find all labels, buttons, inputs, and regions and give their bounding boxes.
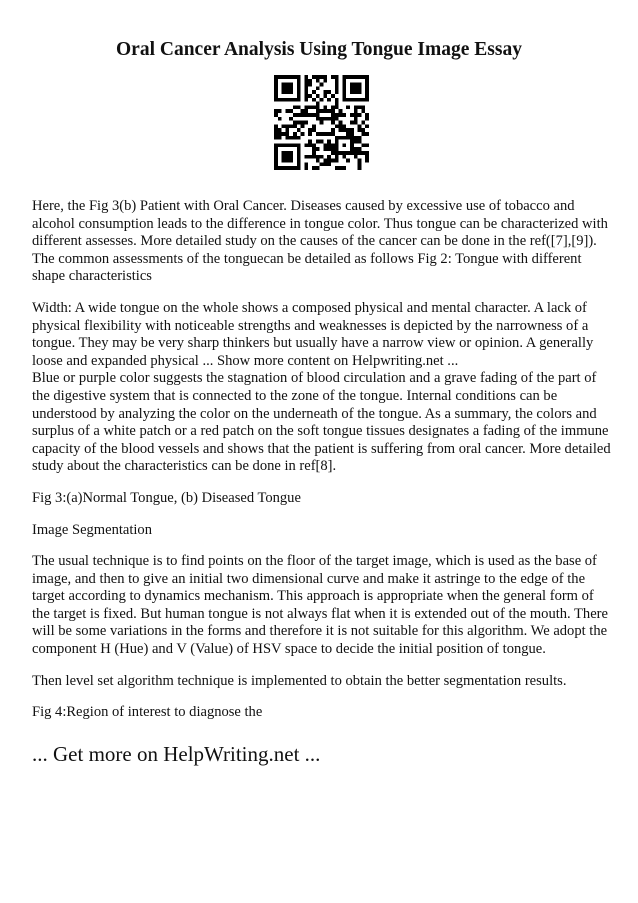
paragraph-level-set: Then level set algorithm technique is implemented to obtain the better segmentation results. (32, 672, 567, 689)
document-title: Oral Cancer Analysis Using Tongue Image Essay (116, 39, 522, 60)
more-content-link[interactable]: ... Get more on HelpWriting.net ... (32, 742, 321, 766)
paragraph-intro: Here, the Fig 3(b) Patient with Oral Cancer. Diseases caused by excessive use of tobacco and alcohol consumption leads to the difference in tongue color. Thus tongue can be characterized with different assesses. More detailed study on the causes of the cancer can be done in the ref([7],[9]). The common assessments of the tonguecan be detailed as follows Fig 2: Tongue with different shape characteristics (32, 198, 608, 285)
paragraph-color: Blue or purple color suggests the stagnation of blood circulation and a grave fading of the part of the digestive system that is connected to the zone of the tongue. Internal conditions can be understood by analyzing the color on the underneath of the tongue. As a summary, the colors and surplus of a white patch or a red patch on the soft tongue tissues designates a fading of the immune capacity of the blood vessels and shows that the patient is suffering from oral cancer. More detailed study about the characteristics can be done in ref[8]. (32, 370, 611, 475)
qr-code-icon (274, 75, 369, 170)
figure-caption-3: Fig 3:(a)Normal Tongue, (b) Diseased Tongue (32, 489, 301, 506)
figure-caption-4: Fig 4:Region of interest to diagnose the (32, 704, 263, 721)
paragraph-technique: The usual technique is to find points on the floor of the target image, which is used as the base of image, and then to give an initial two dimensional curve and make it astringe to the edge of the target according to dynamics mechanism. This approach is appropriate when the general form of the target is fixed. But human tongue is not always flat when it is extended out of the mouth. There will be some variations in the forms and therefore it is not suitable for this algorithm. We adopt the component H (Hue) and V (Value) of HSV space to decide the initial position of tongue. (32, 553, 608, 658)
paragraph-width: Width: A wide tongue on the whole shows a composed physical and mental character. A lack of physical flexibility with noticeable strengths and weaknesses is depicted by the narrowness of a tongue. They may be very sharp thinkers but usually have a narrow view or opinion. A generally loose and expanded physical ... Show more content on Helpwriting.net ... (32, 299, 594, 369)
section-heading-segmentation: Image Segmentation (32, 521, 152, 538)
essay-body (32, 198, 612, 736)
